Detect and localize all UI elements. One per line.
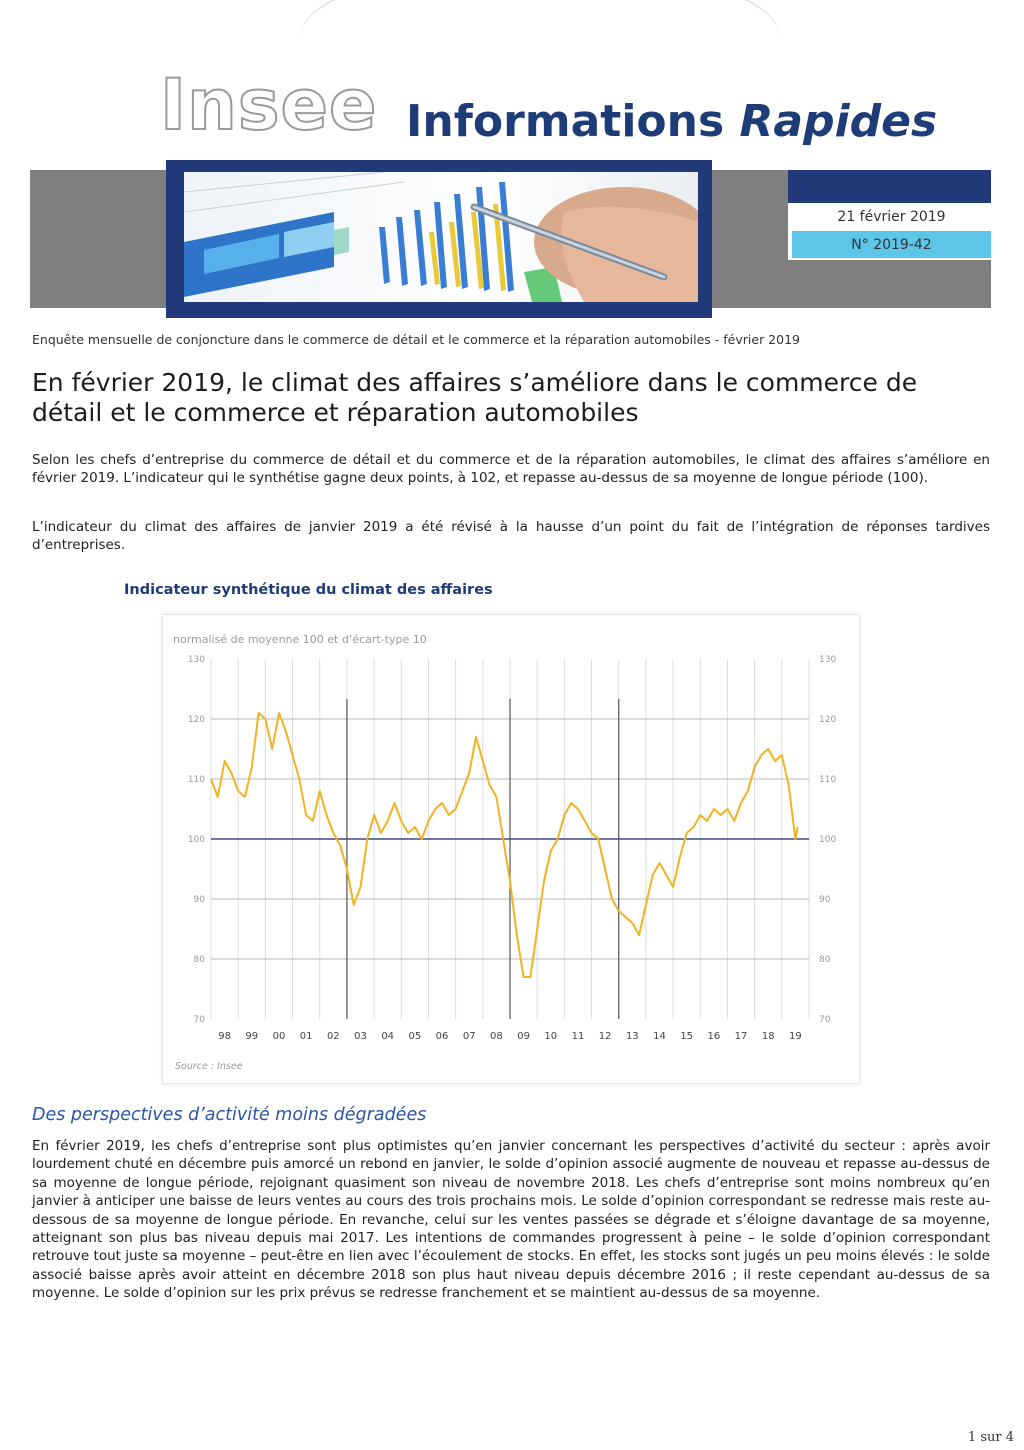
- issue-number: N° 2019-42: [792, 231, 991, 258]
- survey-subtitle: Enquête mensuelle de conjoncture dans le commerce de détail et le commerce et la réparation automobiles - février 2019: [32, 332, 800, 347]
- chart-x-tick-label: 11: [571, 1031, 585, 1042]
- chart-source: Source : Insee: [175, 1061, 243, 1072]
- chart-y-tick-label-left: 80: [193, 955, 205, 965]
- insee-logo: Insee: [160, 64, 378, 146]
- chart-x-tick-label: 02: [326, 1031, 340, 1042]
- chart-x-tick-label: 01: [299, 1031, 313, 1042]
- header-navy-band: [788, 170, 991, 203]
- chart-x-tick-label: 16: [707, 1031, 721, 1042]
- chart-x-tick-label: 19: [789, 1031, 802, 1042]
- intro-paragraph-1: Selon les chefs d’entreprise du commerce de détail et du commerce et de la réparation automobiles, le climat des affaires s’améliore en février 2019. L’indicateur qui le synthétise gagne deux points, à 102, et repasse au-dessus de sa moyenne de longue période (100).: [32, 452, 990, 486]
- chart-y-tick-label-right: 130: [819, 655, 837, 665]
- chart-x-tick-label: 00: [272, 1031, 286, 1042]
- chart-x-tick-label: 17: [734, 1031, 748, 1042]
- chart-x-tick-label: 04: [381, 1031, 395, 1042]
- publication-date: 21 février 2019: [792, 204, 991, 230]
- chart-x-tick-label: 13: [625, 1031, 639, 1042]
- chart-container: [162, 614, 860, 1084]
- chart-x-tick-label: 15: [680, 1031, 694, 1042]
- chart-y-tick-label-right: 110: [819, 775, 837, 785]
- chart-y-tick-label-right: 120: [819, 715, 837, 725]
- chart-y-tick-label-left: 90: [193, 895, 205, 905]
- header-gray-right: [788, 260, 991, 308]
- publication-title: [406, 96, 938, 147]
- chart-subtitle: normalisé de moyenne 100 et d’écart-type 10: [173, 633, 427, 646]
- chart-y-tick-label-left: 120: [187, 715, 205, 725]
- business-climate-chart: [163, 615, 859, 1083]
- chart-y-tick-label-right: 90: [819, 895, 831, 905]
- chart-hand-illustration: [184, 172, 698, 302]
- chart-x-tick-label: 99: [245, 1031, 259, 1042]
- chart-x-tick-label: 18: [761, 1031, 775, 1042]
- chart-y-tick-label-left: 100: [187, 835, 205, 845]
- header-photo: [184, 172, 698, 302]
- chart-y-tick-label-right: 70: [819, 1015, 831, 1025]
- intro-paragraph-2: L’indicateur du climat des affaires de janvier 2019 a été révisé à la hausse d’un point du fait de l’intégration de réponses tardives d’entreprises.: [32, 519, 990, 553]
- chart-series-line: [211, 713, 798, 977]
- chart-y-tick-label-left: 70: [193, 1015, 205, 1025]
- chart-title: Indicateur synthétique du climat des affaires: [124, 582, 493, 598]
- chart-x-tick-label: 14: [653, 1031, 666, 1042]
- chart-y-tick-label-left: 110: [187, 775, 205, 785]
- chart-x-tick-label: 09: [517, 1031, 530, 1042]
- publication-title-italic: Rapides: [739, 96, 938, 147]
- chart-x-tick-label: 10: [544, 1031, 558, 1042]
- chart-x-tick-label: 98: [218, 1031, 231, 1042]
- headline: En février 2019, le climat des affaires s’améliore dans le commerce de détail et le commerce et réparation automobiles: [32, 368, 918, 427]
- section-title: Des perspectives d’activité moins dégradées: [32, 1105, 427, 1125]
- chart-y-tick-label-right: 100: [819, 835, 837, 845]
- chart-x-tick-label: 05: [408, 1031, 422, 1042]
- chart-x-tick-label: 12: [598, 1031, 612, 1042]
- section-paragraph: En février 2019, les chefs d’entreprise sont plus optimistes qu’en janvier concernant les perspectives d’activité du secteur : après avoir lourdement chuté en décembre puis amorcé un rebond en janvier, le solde d’opinion associé augmente de nouveau et repasse au-dessus de sa moyenne de longue période, rejoignant quasiment son niveau de novembre 2018. Les chefs d’entreprise sont moins nombreux qu’en janvier à anticiper une baisse de leurs ventes au cours des trois prochains mois. Le solde d’opinion correspondant se redresse mais reste au-dessous de sa moyenne de longue période. En revanche, celui sur les ventes passées se dégrade et s’éloigne davantage de sa moyenne, atteignant son plus bas niveau depuis mai 2017. Les intentions de commandes progressent à peine – le solde d’opinion correspondant retrouve tout juste sa moyenne – peut-être en lien avec l’écoulement de stocks. En effet, les stocks sont jugés un peu moins élevés : le solde associé baisse après avoir atteint en décembre 2018 son plus haut niveau depuis décembre 2016 ; il reste cependant au-dessus de sa moyenne. Le solde d’opinion sur les prix prévus se redresse franchement et se maintient au-dessus de sa moyenne.: [32, 1138, 990, 1302]
- publication-title-regular: Informations: [406, 96, 725, 147]
- chart-x-tick-label: 08: [490, 1031, 503, 1042]
- chart-y-tick-label-left: 130: [187, 655, 205, 665]
- chart-x-tick-label: 07: [462, 1031, 476, 1042]
- chart-x-tick-label: 03: [354, 1031, 367, 1042]
- chart-x-tick-label: 06: [435, 1031, 449, 1042]
- page-number: 1 sur 4: [967, 1430, 1014, 1445]
- chart-y-tick-label-right: 80: [819, 955, 831, 965]
